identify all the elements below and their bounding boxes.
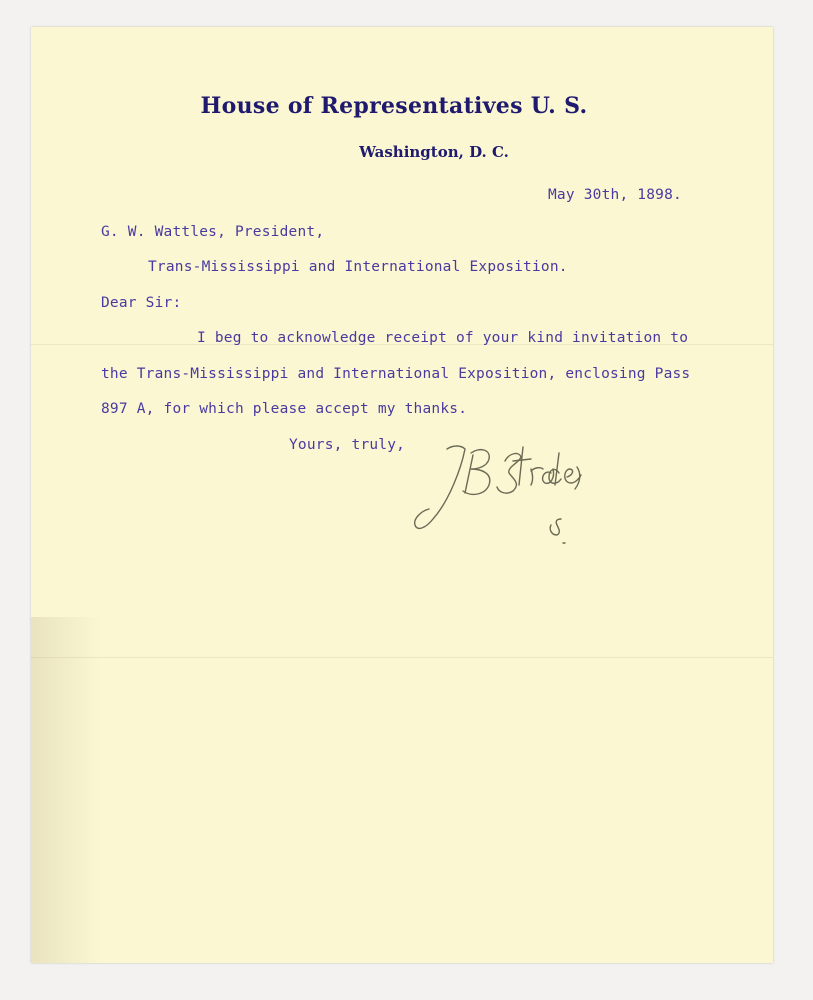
closing: Yours, truly, [289,437,406,453]
body-line: 897 A, for which please accept my thanks. [101,401,468,417]
recipient-name: G. W. Wattles, President, [101,224,325,240]
handwritten-signature [409,439,589,559]
recipient-organization: Trans-Mississippi and International Exposition. [148,259,568,275]
paper-shadow [31,617,101,963]
body-line: the Trans-Mississippi and International Exposition, enclosing Pass [101,366,691,382]
fold-line [31,657,773,658]
salutation: Dear Sir: [101,295,182,311]
letter-date: May 30th, 1898. [548,187,682,203]
body-line: I beg to acknowledge receipt of your kind invitation to [197,330,689,346]
letterhead-city: Washington, D. C. [359,143,509,161]
letter-paper [31,27,773,963]
letterhead-title: House of Representatives U. S. [200,93,588,119]
